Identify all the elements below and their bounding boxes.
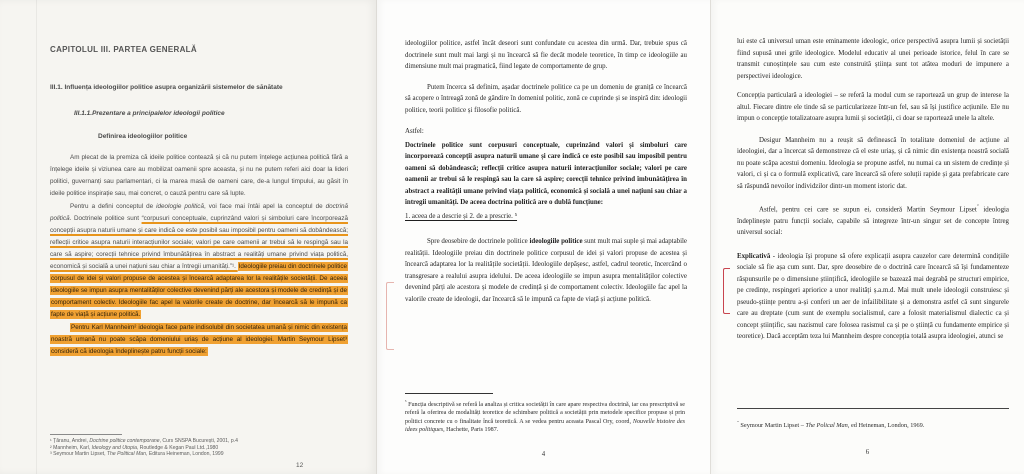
orange-underlined-quote: “corpusuri conceptuale, cuprinzând valori și simboluri care încorporează concepții asupra naturii umane și care indică ce este posibil sau imposibil pentru oameni să dobândească; reflecții critice asupra naturii interacțiunilor sociale; valori pe care oamenii ar trebui să le respingă sau la care să aspire; corecții tehnice privind îmbunătățirea în abstract a realități umane privind viața politică, economică și socială a unei națiuni sau chiar a întregii umanități.”¹. xyxy=(50,215,348,270)
footnote-title-italic: Ideology and Utopia xyxy=(91,444,137,451)
footnote-text: , Curs SNSPA București, 2001, p.4 xyxy=(159,438,238,445)
paragraph: lui este că universul uman este eminamente ideologic, orice perspectivă asupra lumii și societății fiind supusă unei grile ideologice. Modelul educativ al unei perioade istorice, felul în care se transmit cunoștințele sau cum este construită știința sunt tot atâtea moduri de impunere a perspectivei ideologice. xyxy=(737,38,1009,80)
footnote-text: , Editura Heineman, London, 1999 xyxy=(145,451,224,458)
footnote xyxy=(50,438,330,445)
footnote-text: , Hachette, Paris 1987. xyxy=(443,426,499,433)
page-middle-scan xyxy=(376,0,710,474)
page-right-content xyxy=(737,36,1009,351)
page-left-content xyxy=(50,44,348,359)
page-number: 4 xyxy=(541,451,546,458)
chapter-title: CAPITOLUL III. PARTEA GENERALĂ xyxy=(50,45,197,54)
footnote-text: ¹ Țăranu, Andrei, xyxy=(50,438,90,445)
footnote-text: Seymour Martin Lipset – xyxy=(738,422,806,429)
footnote-block xyxy=(737,408,1013,430)
footnote-text: , Routledge & Kegan Paul Ltd.,1980 xyxy=(136,444,219,451)
paragraph xyxy=(737,251,1009,343)
footnote-block xyxy=(405,393,685,434)
page-number: 12 xyxy=(296,462,304,469)
term-bold: Explicativă xyxy=(737,252,771,260)
footnote-separator xyxy=(50,434,122,435)
paragraph: Concepția particulară a ideologiei – se referă la modul cum se raportează un grup de interese la altul. Fiecare dintre ele tinde să se particularizeze într-un fel, sau să își justifice acțiunile. Ele nu impun o concepție totalizatoare asupra lumii și societății, ci doar se raportează unele la altele. xyxy=(737,92,1009,122)
footnote-text: Funcția descriptivă se referă la analiza și critica societății în care apare respectiva doctrină, iar cea prescriptivă se referă la oferirea de modalități teoretice de schimbare politică a societății prin metodele specifice propuse și prin politici concrete cu o finalitate încă teoretică. A se vedea pentru aceasta Pascal Ory, coord, xyxy=(405,402,685,425)
term-italic: ideologie politică xyxy=(156,203,204,210)
footnote xyxy=(50,445,330,452)
orange-highlighted-text: Pentru Karl Mannheim² ideologia face parte indisolubil din societatea umană și nimic din existența noastră umană nu poate scăpa domeniului uriaș de acțiune al ideologiei. Martin Seymour Lipset³ consideră că ideologia îndeplinește patru funcții sociale: xyxy=(51,324,347,355)
paragraph: Desigur Mannheim nu a reușit să definească în totalitate domeniul de acțiune al ideologiei, dar a încercat să demonstreze că el este uriaș, și că nimic din existența noastră socială nu poate scăpa acestui domeniu. Ideologia se propune astfel, nu numai ca un sistem de credințe și valori, ci și ca o formulă explicativă, care încearcă să ofere soluții rapide și gata prefabricate care să răspundă nevoilor individzilor dintr-un moment istoric dat. xyxy=(737,136,1009,190)
page-middle-content xyxy=(405,38,687,314)
section-heading: III.1. Influența ideologiilor politice asupra organizării sistemelor de sănătate xyxy=(50,84,283,91)
paragraph-text: Spre deosebire de doctrinele politice xyxy=(427,238,530,245)
footnote-text: , ed Heineman, London, 1969. xyxy=(847,422,925,429)
footnote-title-italic: The Polical Man xyxy=(805,422,848,429)
paragraph-bold: Doctrinele politice sunt corpusuri conceptuale, cuprinzând valori și simboluri care incorporează concepții asupra naturii umane și care indică ce este posibil sau imposibil pentru oameni să dobândească; reflecții critice asupra naturii interacțiunilor sociale; valori pe care oamenii ar trebui să le respingă sau la care să aspire; corecții tehnice privind îmbunătățirea în abstract a realității umane privind viața politică, economică și socială a unei națiuni sau chiar a întregii umanități. De aceea doctrina politică are o dublă funcțiune: xyxy=(405,141,687,206)
paragraph-text: - ideologia își propune să ofere explicații asupra cauzelor care determină condițiile sociale să fie așa cum sunt. Dar, spre deosebire de o doctrină care încearcă să își fundamenteze răspunsurile pe o dimensiune științifică, ideologiile se bazează mai degrabă pe structuri empirice, pe credințe, respingeri apriorice a unor realități ș.a.m.d. Mai mult unele ideologii construiesc și pseudo-științe pentru a-și conferi un aer de infailibilitate și a demonstra astfel că sunt singurele care au dreptate (cum sunt de exemplu socialismul, care a folosit materialismul dialectic ca și concept științific, sau nazismul care folosea rasismul ca și pe o știință cu fundamente empirice și teoretice). Dacă acceptăm teza lui Mannheim despre concepția totală asupra ideologiei, atunci se xyxy=(737,252,1009,341)
term-bold: ideologiile politice xyxy=(529,238,583,245)
footnote xyxy=(737,418,1013,430)
footnote-title-italic: The Political Man xyxy=(106,451,146,458)
paragraph: Putem încerca să definim, așadar doctrinele politice ca pe un domeniu de graniță ce încearcă să acopere o întreagă zonă de gândire în domeniul politic, zonă ce cuprinde și se inspiră din: ideologii politice, teorii politice și filosofie politică. xyxy=(405,83,687,114)
paragraph-text: Pentru a defini conceptul de xyxy=(70,203,157,210)
page-right-scan xyxy=(710,0,1024,474)
footnote-reference-mark: ″ xyxy=(976,205,979,210)
paragraph xyxy=(50,322,348,358)
footnote-marker: ⁵ xyxy=(405,399,407,405)
paragraph xyxy=(737,202,1009,239)
paragraph-text: , voi face mai întâi apel la conceptul de xyxy=(203,203,326,210)
page-edge-line xyxy=(36,0,37,474)
paragraph xyxy=(405,236,687,305)
paragraph-underlined: 1. aceea de a descrie și 2. de a prescrie. ⁵ xyxy=(405,212,518,220)
paragraph-text: . Doctrinele politice sunt xyxy=(69,215,142,222)
paragraph: Astfel: xyxy=(405,128,424,135)
footnote-text: ² Mannheim, Karl, xyxy=(50,444,92,451)
footnotes-block xyxy=(50,434,330,458)
footnote-text: ³ Seymour Martin Lipset, xyxy=(50,451,107,458)
footnote xyxy=(50,451,330,458)
term-italic: doctrină politică xyxy=(50,203,348,222)
paragraph xyxy=(50,201,348,321)
margin-bracket-red-annotation xyxy=(723,268,730,314)
margin-bracket-pink-annotation xyxy=(386,282,394,350)
footnote-title-italic: Doctrine politice contemporane xyxy=(89,438,160,445)
page-left-scan xyxy=(0,0,376,474)
page-number: 6 xyxy=(865,449,870,456)
paragraph: Am plecat de la premiza că ideile politice contează și că nu putem înțelege acțiunea politică fără a înțelege ideile și viziunea care au mobilizat oamenii spre aceasta, și nu ne putem referi aici doar la lideri politici, guvernanți sau parlamentari, ci la marea masă de oameni care, de-a lungul timpului, au găsit în ideile politice inspirație sau, mai concret, o cauză pentru care să lupte. xyxy=(50,154,348,197)
paragraph-text: sunt mult mai suple și mai adaptabile realității. Ideologiile preiau din doctrinele politice corpusul de idei și valori propuse de acestea și încearcă adaptarea lor la realitățile societății. Ideologiile depășesc, astfel, cadrul teoretic, încercând o transgresare a realului asupra idelului. De aceea ideologiile se impun asupra mentalităților colective devenind părți ale acestora și modele de credință și de comportament colectiv. Ideologiile fac apel la valorile create de ideologii, dar încearcă să le impună ca fapte de viață și acțiune politică. xyxy=(405,238,687,303)
footnote xyxy=(405,398,685,434)
footnote-marker: ″ xyxy=(737,419,739,425)
paragraph: ideologiilor politice, astfel încât deseori sunt confundate cu acestea din urmă. Dar, trebuie spus că doctrinele sunt mult mai largi și nu încearcă să fie decât modele teoretice, în timp ce ideologiile au dimensiune mult mai pragmatică, fiind legate de comportamente de grup. xyxy=(405,40,687,70)
paragraph-text: ideologia îndeplinește patru funcții sociale, capabile să integreze într-un singur set de concepte întreg universul social: xyxy=(737,206,1009,237)
subsection-heading: III.1.1.Prezentare a principalelor ideologii politice xyxy=(74,110,225,117)
footnote-title-italic: Nouvelle histoire des idees politiques xyxy=(405,418,685,433)
footnote-separator xyxy=(737,408,1009,409)
paragraph-text: Astfel, pentru cei care se supun ei, consideră Martin Seymour Lipset xyxy=(759,206,977,214)
orange-highlighted-text: Ideologiile preiau din doctrinele politice corpusul de idei și valori propuse de acestea și încearcă adaptarea lor la realitățile societății. De aceea ideologiile se impun asupra mentalităților colective devenind părți ale acestora și modele de credință și de comportament colectiv. Ideologiile fac apel la valorile create de doctrine, dar încearcă să le impună ca fapte de viață și acțiune politică. xyxy=(51,263,347,318)
subheading: Definirea ideologiilor politice xyxy=(98,133,188,140)
footnote-separator xyxy=(405,393,493,394)
